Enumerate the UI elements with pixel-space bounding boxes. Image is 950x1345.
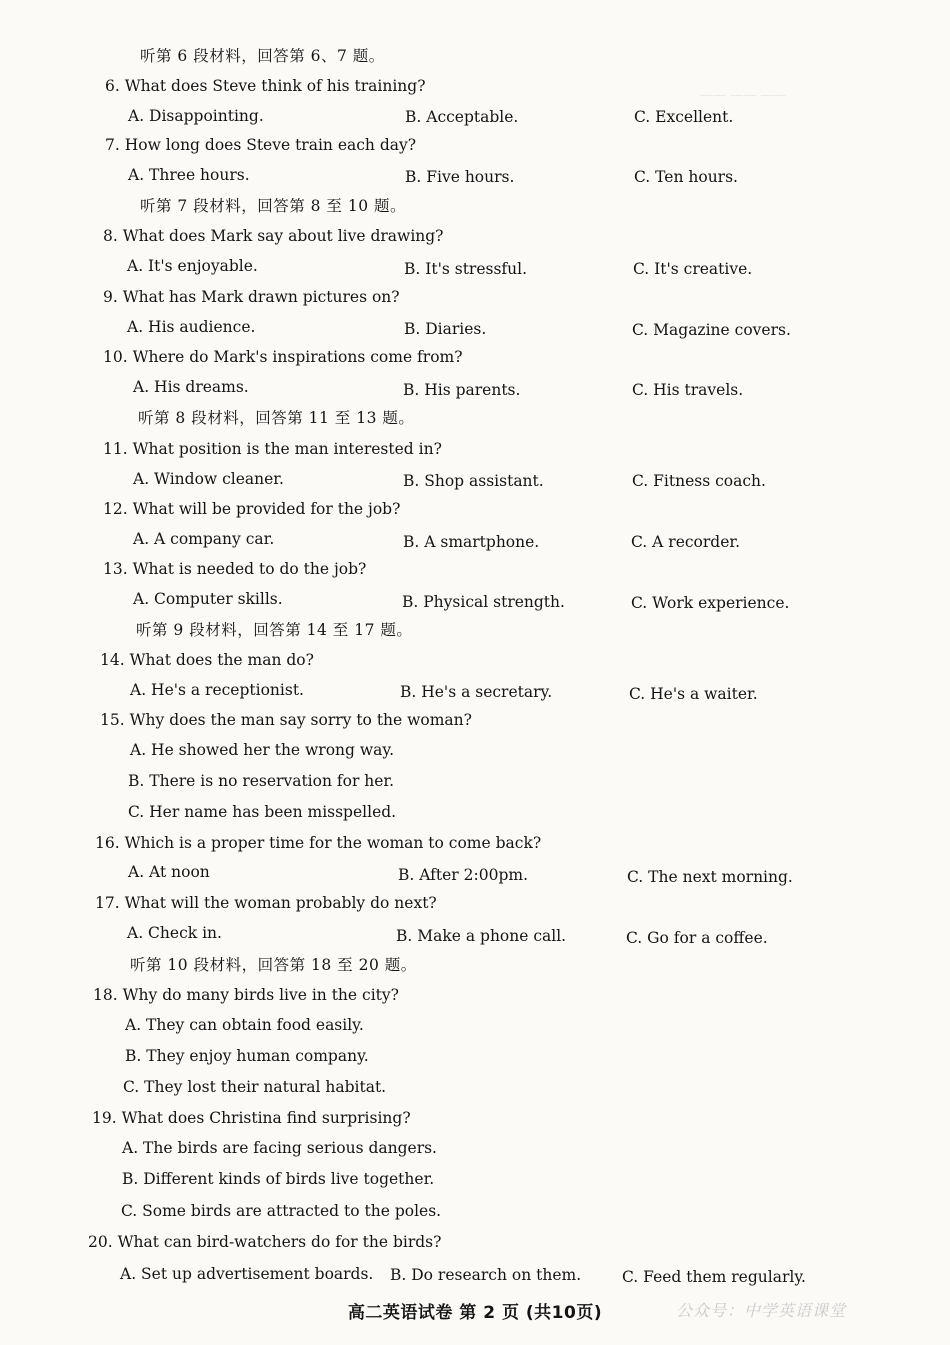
question-13 [103, 559, 366, 579]
option-a: A. They can obtain food easily. [125, 1016, 364, 1034]
option-b: B. Diaries. [404, 320, 487, 338]
option-a: A. At noon [128, 863, 210, 881]
question-16 [95, 833, 541, 853]
question-18 [93, 985, 399, 1005]
question-17 [95, 893, 437, 913]
option-b: B. He's a secretary. [400, 683, 553, 701]
question-number: 17. [95, 894, 120, 912]
option-c: C. His travels. [632, 381, 744, 399]
option-c: C. A recorder. [631, 533, 741, 551]
question-text: Where do Mark's inspirations come from? [132, 348, 463, 366]
question-number: 13. [103, 560, 128, 578]
option-a: A. Set up advertisement boards. [120, 1265, 374, 1283]
question-number: 20. [88, 1233, 113, 1251]
question-text: What will the woman probably do next? [124, 894, 437, 912]
option-b: B. Shop assistant. [403, 472, 544, 490]
option-b: B. Physical strength. [402, 593, 565, 611]
option-c: C. The next morning. [627, 868, 793, 886]
question-19 [92, 1108, 411, 1128]
section-heading-10: 听第 10 段材料，回答第 18 至 20 题。 [130, 956, 417, 974]
option-b: B. It's stressful. [404, 260, 528, 278]
question-text: What will be provided for the job? [132, 500, 401, 518]
question-text: What does Steve think of his training? [124, 77, 426, 95]
bleed-through-text: —— —— —— [700, 88, 787, 103]
option-b: B. After 2:00pm. [398, 866, 528, 884]
option-c: C. Feed them regularly. [622, 1268, 806, 1286]
option-a: A. Check in. [127, 924, 222, 942]
question-number: 16. [95, 834, 120, 852]
option-a: A. Three hours. [128, 166, 250, 184]
option-a: A. Disappointing. [128, 107, 264, 125]
page-footer: 高二英语试卷 第 2 页 (共10页) [347, 1303, 603, 1323]
question-number: 11. [103, 440, 128, 458]
option-b: B. Five hours. [405, 168, 515, 186]
section-heading-7: 听第 7 段材料，回答第 8 至 10 题。 [140, 197, 407, 215]
option-a: A. His audience. [127, 318, 256, 336]
option-a: A. It's enjoyable. [127, 257, 258, 275]
question-11 [103, 439, 442, 459]
question-9 [103, 287, 400, 307]
question-number: 15. [100, 711, 125, 729]
question-number: 10. [103, 348, 128, 366]
question-14 [100, 650, 314, 670]
option-a: A. His dreams. [133, 378, 249, 396]
section-heading-6: 听第 6 段材料，回答第 6、7 题。 [140, 47, 385, 65]
option-b: B. There is no reservation for her. [128, 772, 395, 790]
question-7 [105, 135, 416, 155]
option-a: A. He's a receptionist. [130, 681, 304, 699]
question-8 [103, 226, 444, 246]
option-c: C. They lost their natural habitat. [123, 1078, 387, 1096]
question-text: What is needed to do the job? [132, 560, 367, 578]
option-b: B. Make a phone call. [396, 927, 567, 945]
option-c: C. Go for a coffee. [626, 929, 768, 947]
option-c: C. Fitness coach. [632, 472, 766, 490]
question-number: 12. [103, 500, 128, 518]
option-b: B. Do research on them. [390, 1266, 582, 1284]
option-a: A. The birds are facing serious dangers. [122, 1139, 437, 1157]
question-6 [105, 76, 426, 96]
option-c: C. Work experience. [631, 594, 790, 612]
question-number: 8. [103, 227, 118, 245]
option-a: A. Computer skills. [133, 590, 283, 608]
question-number: 7. [105, 136, 120, 154]
option-b: B. They enjoy human company. [125, 1047, 369, 1065]
question-text: What does Christina find surprising? [121, 1109, 411, 1127]
question-text: Why does the man say sorry to the woman? [129, 711, 472, 729]
option-b: B. His parents. [403, 381, 521, 399]
question-12 [103, 499, 400, 519]
option-b: B. Different kinds of birds live together. [122, 1170, 435, 1188]
question-20 [88, 1232, 441, 1252]
question-number: 6. [105, 77, 120, 95]
watermark: 公众号：中学英语课堂 [676, 1301, 847, 1320]
option-c: C. Excellent. [634, 108, 734, 126]
question-10 [103, 347, 463, 367]
option-a: A. A company car. [133, 530, 275, 548]
question-15 [100, 710, 472, 730]
question-text: How long does Steve train each day? [124, 136, 417, 154]
option-a: A. He showed her the wrong way. [130, 741, 394, 759]
option-c: C. He's a waiter. [629, 685, 758, 703]
question-number: 19. [92, 1109, 117, 1127]
option-c: C. Her name has been misspelled. [128, 803, 397, 821]
question-number: 14. [100, 651, 125, 669]
section-heading-9: 听第 9 段材料，回答第 14 至 17 题。 [136, 621, 413, 639]
question-text: What does Mark say about live drawing? [122, 227, 444, 245]
question-text: What can bird-watchers do for the birds? [117, 1233, 442, 1251]
option-b: B. A smartphone. [403, 533, 540, 551]
option-c: C. Ten hours. [634, 168, 738, 186]
option-c: C. Some birds are attracted to the poles. [121, 1202, 442, 1220]
question-number: 18. [93, 986, 118, 1004]
question-text: What position is the man interested in? [132, 440, 442, 458]
question-text: Which is a proper time for the woman to come back? [124, 834, 542, 852]
question-number: 9. [103, 288, 118, 306]
option-c: C. It's creative. [633, 260, 753, 278]
option-c: C. Magazine covers. [632, 321, 791, 339]
option-b: B. Acceptable. [405, 108, 519, 126]
question-text: What has Mark drawn pictures on? [122, 288, 400, 306]
option-a: A. Window cleaner. [133, 470, 284, 488]
question-text: What does the man do? [129, 651, 314, 669]
question-text: Why do many birds live in the city? [122, 986, 399, 1004]
section-heading-8: 听第 8 段材料，回答第 11 至 13 题。 [138, 409, 415, 427]
